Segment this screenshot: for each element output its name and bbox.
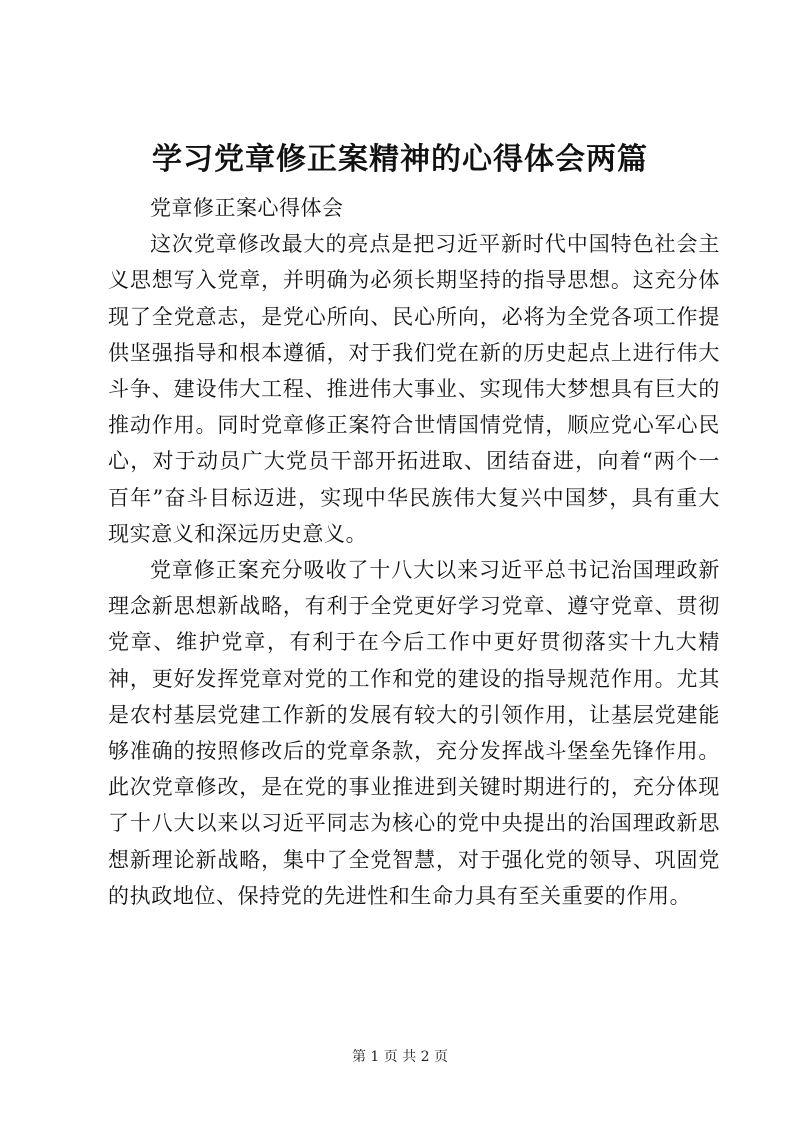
document-title: 学习党章修正案精神的心得体会两篇: [152, 142, 648, 177]
body-paragraph: 党章修正案充分吸收了十八大以来习近平总书记治国理政新理念新思想新战略，有利于全党更好学习党章、遵守党章、贯彻党章、维护党章，有利于在今后工作中更好贯彻落实十九大精神，更好发挥党章对党的工作和党的建设的指导规范作用。尤其是农村基层党建工作新的发展有较大的引领作用，让基层党建能够准确的按照修改后的党章条款，充分发挥战斗堡垒先锋作用。此次党章修改，是在党的事业推进到关键时期进行的，充分体现了十八大以来以习近平同志为核心的党中央提出的治国理政新思想新理论新战略，集中了全党智慧，对于强化党的领导、巩固党的执政地位、保持党的先进性和生命力具有至关重要的作用。: [108, 558, 720, 908]
section-heading: 党章修正案心得体会: [150, 196, 344, 220]
document-body: [108, 190, 720, 914]
page-number-footer: 第 1 页 共 2 页: [351, 1049, 449, 1065]
body-paragraph: 这次党章修改最大的亮点是把习近平新时代中国特色社会主义思想写入党章，并明确为必须长期坚持的指导思想。这充分体现了全党意志，是党心所向、民心所向，必将为全党各项工作提供坚强指导和根本遵循，对于我们党在新的历史起点上进行伟大斗争、建设伟大工程、推进伟大事业、实现伟大梦想具有巨大的推动作用。同时党章修正案符合世情国情党情，顺应党心军心民心，对于动员广大党员干部开拓进取、团结奋进，向着“两个一百年”奋斗目标迈进，实现中华民族伟大复兴中国梦，具有重大现实意义和深远历史意义。: [108, 232, 720, 546]
